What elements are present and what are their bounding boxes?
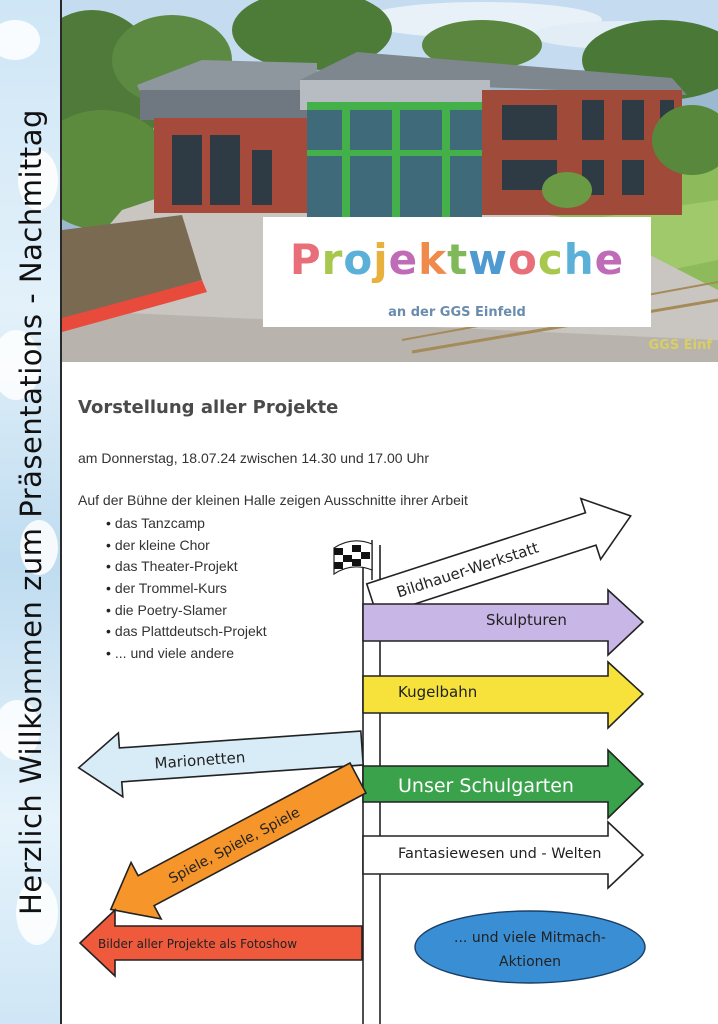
list-item: • der kleine Chor [106, 535, 267, 557]
oval-line-2: Aktionen [499, 954, 561, 970]
list-item: • das Tanzcamp [106, 513, 267, 535]
sign-label: Kugelbahn [398, 683, 478, 701]
oval-line-1: ... und viele Mitmach- [454, 930, 606, 946]
sign-fotoshow [80, 910, 362, 976]
list-item: • der Trommel-Kurs [106, 578, 267, 600]
sign-label: Spiele, Spiele, Spiele [166, 804, 303, 888]
sign-fantasiewesen [363, 822, 643, 888]
mitmach-oval [415, 911, 645, 983]
oval-shape [415, 911, 645, 983]
logo-title: Projektwoche [289, 235, 625, 284]
sign-label: Fantasiewesen und - Welten [398, 846, 602, 862]
list-item: • das Theater-Projekt [106, 556, 267, 578]
logo-subtitle: an der GGS Einfeld [388, 305, 526, 320]
sign-label: Marionetten [153, 748, 246, 773]
photo-watermark: GGS Einf [648, 338, 712, 353]
list-item: • die Poetry-Slamer [106, 600, 267, 622]
page-heading: Vorstellung aller Projekte [78, 397, 339, 418]
sign-kugelbahn [363, 662, 643, 728]
sign-label: Skulpturen [486, 611, 567, 629]
side-banner-text: Herzlich Willkommen zum Präsentations - Nachmittag [14, 109, 48, 915]
date-line: am Donnerstag, 18.07.24 zwischen 14.30 und 17.00 Uhr [78, 450, 430, 466]
list-item: • ... und viele andere [106, 643, 267, 665]
sign-unser-schulgarten [363, 750, 643, 818]
intro-text: Auf der Bühne der kleinen Halle zeigen Ausschnitte ihrer Arbeit [78, 492, 468, 508]
list-item: • das Plattdeutsch-Projekt [106, 621, 267, 643]
sign-label: Unser Schulgarten [398, 775, 574, 797]
sign-label: Bildhauer-Werkstatt [394, 538, 541, 602]
checkered-flag-icon [334, 540, 372, 580]
sign-label: Bilder aller Projekte als Fotoshow [98, 937, 298, 951]
